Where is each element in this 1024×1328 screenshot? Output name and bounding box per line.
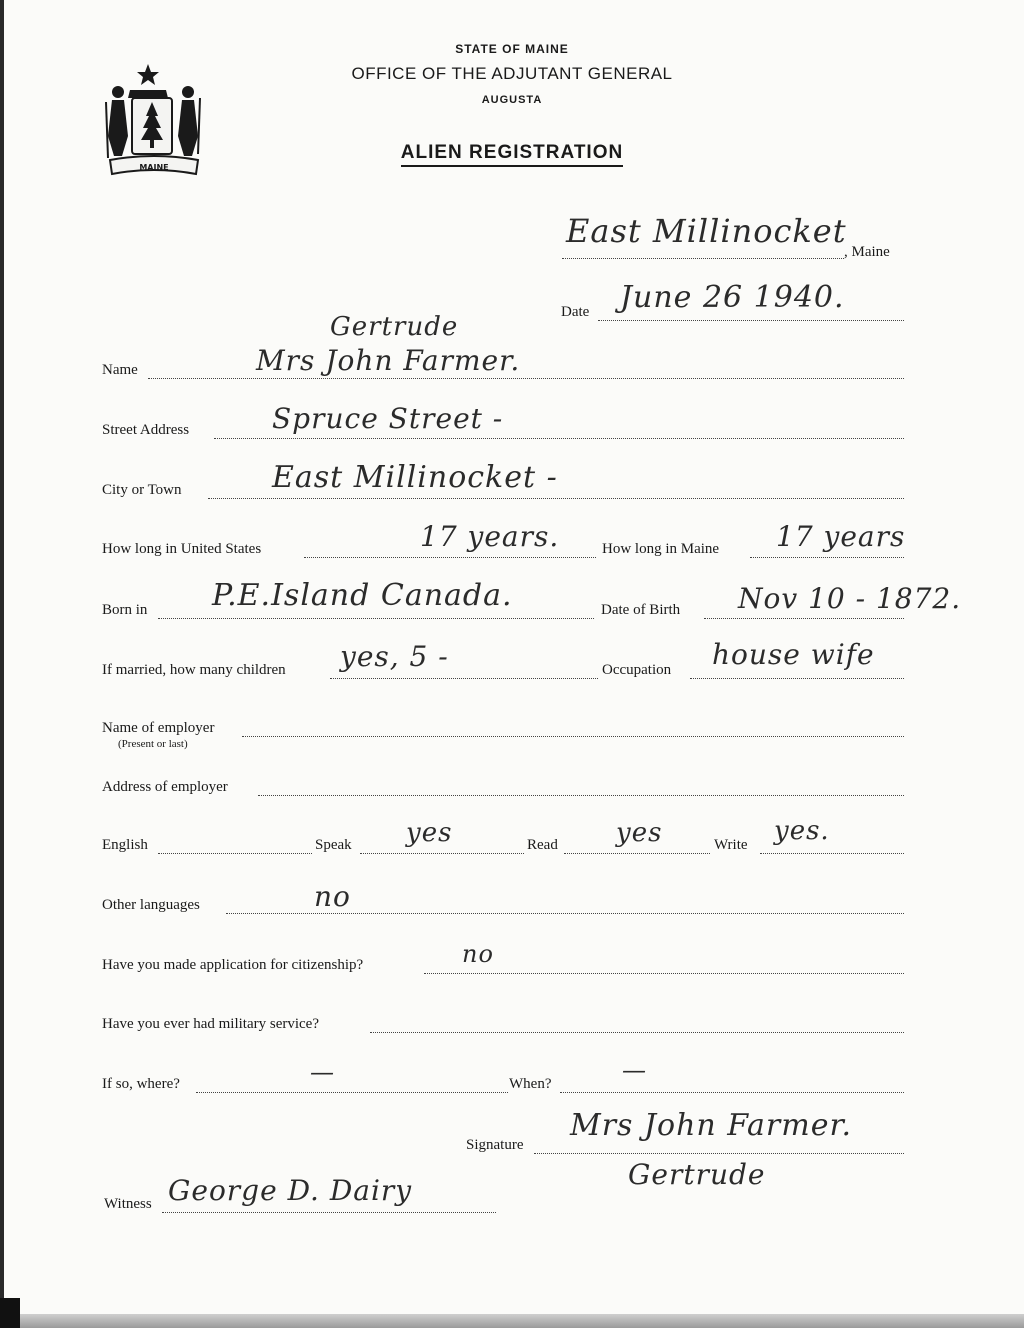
if-so-where-value: — [310,1058,335,1086]
location-value: East Millinocket [566,212,847,250]
date-of-birth-dotted-line [704,618,904,619]
employer-address-label: Address of employer [102,779,228,795]
date-value: June 26 1940. [620,280,845,315]
military-label: Have you ever had military service? [102,1016,319,1032]
when-label: When? [509,1076,552,1092]
read-dotted-line [564,853,710,854]
svg-text:MAINE: MAINE [139,163,169,172]
born-in-value: P.E.Island Canada. [212,578,513,613]
children-dotted-line [330,678,598,679]
occupation-value: house wife [712,638,875,671]
employer-name-sublabel: (Present or last) [118,738,188,750]
how-long-us-dotted-line [304,557,596,558]
if-so-where-dotted-line [196,1092,508,1093]
read-value: yes [616,818,663,848]
employer-name-label: Name of employer [102,720,215,736]
city-value: East Millinocket - [272,460,558,495]
witness-value: George D. Dairy [168,1174,413,1207]
name-value: Mrs John Farmer. [256,344,521,377]
employer-name-dotted-line [242,736,904,737]
date-label: Date [561,304,590,320]
speak-dotted-line [360,853,524,854]
signature-annotation: Gertrude [628,1158,766,1191]
city-label: City or Town [102,482,182,498]
other-languages-dotted-line [226,913,904,914]
signature-value: Mrs John Farmer. [570,1108,853,1143]
if-so-where-label: If so, where? [102,1076,180,1092]
children-label: If married, how many children [102,662,286,678]
write-label: Write [714,837,748,853]
occupation-dotted-line [690,678,904,679]
scan-corner [0,1298,20,1328]
born-in-dotted-line [158,618,594,619]
street-address-value: Spruce Street - [272,402,504,435]
how-long-us-value: 17 years. [420,520,560,553]
signature-label: Signature [466,1137,524,1153]
english-dotted-line [158,853,312,854]
when-dotted-line [560,1092,904,1093]
how-long-us-label: How long in United States [102,541,262,557]
scan-edge [0,0,4,1328]
state-of-maine-seal-icon [100,58,208,180]
speak-label: Speak [315,837,352,853]
english-label: English [102,837,148,853]
date-of-birth-value: Nov 10 - 1872. [738,582,962,615]
witness-label: Witness [104,1196,152,1212]
form-title: ALIEN REGISTRATION [0,142,1024,164]
office-heading: OFFICE OF THE ADJUTANT GENERAL [351,64,673,83]
signature-dotted-line [534,1153,904,1154]
how-long-maine-label: How long in Maine [602,541,720,557]
occupation-label: Occupation [602,662,672,678]
children-value: yes, 5 - [340,640,449,673]
military-dotted-line [370,1032,904,1033]
read-label: Read [527,837,558,853]
citizenship-value: no [462,940,494,968]
city-heading: AUGUSTA [481,94,543,106]
how-long-maine-dotted-line [750,557,904,558]
city-dotted-line [208,498,904,499]
when-value: — [622,1056,647,1084]
citizenship-dotted-line [424,973,904,974]
date-dotted-line [598,320,904,321]
witness-dotted-line [162,1212,496,1213]
how-long-maine-value: 17 years [776,520,906,553]
name-dotted-line [148,378,904,379]
write-value: yes. [774,816,830,846]
date-of-birth-label: Date of Birth [601,602,681,618]
employer-address-dotted-line [258,795,904,796]
other-languages-value: no [314,880,351,913]
scan-bottom-edge [0,1314,1024,1328]
name-label: Name [102,362,138,378]
name-annotation: Gertrude [330,312,459,342]
street-address-dotted-line [214,438,904,439]
other-languages-label: Other languages [102,897,200,913]
street-address-label: Street Address [102,422,190,438]
location-suffix: , Maine [844,244,890,260]
state-heading: STATE OF MAINE [455,42,569,56]
speak-value: yes [406,818,453,848]
citizenship-label: Have you made application for citizenship? [102,957,364,973]
write-dotted-line [760,853,904,854]
born-in-label: Born in [102,602,148,618]
location-dotted-line [562,258,844,259]
